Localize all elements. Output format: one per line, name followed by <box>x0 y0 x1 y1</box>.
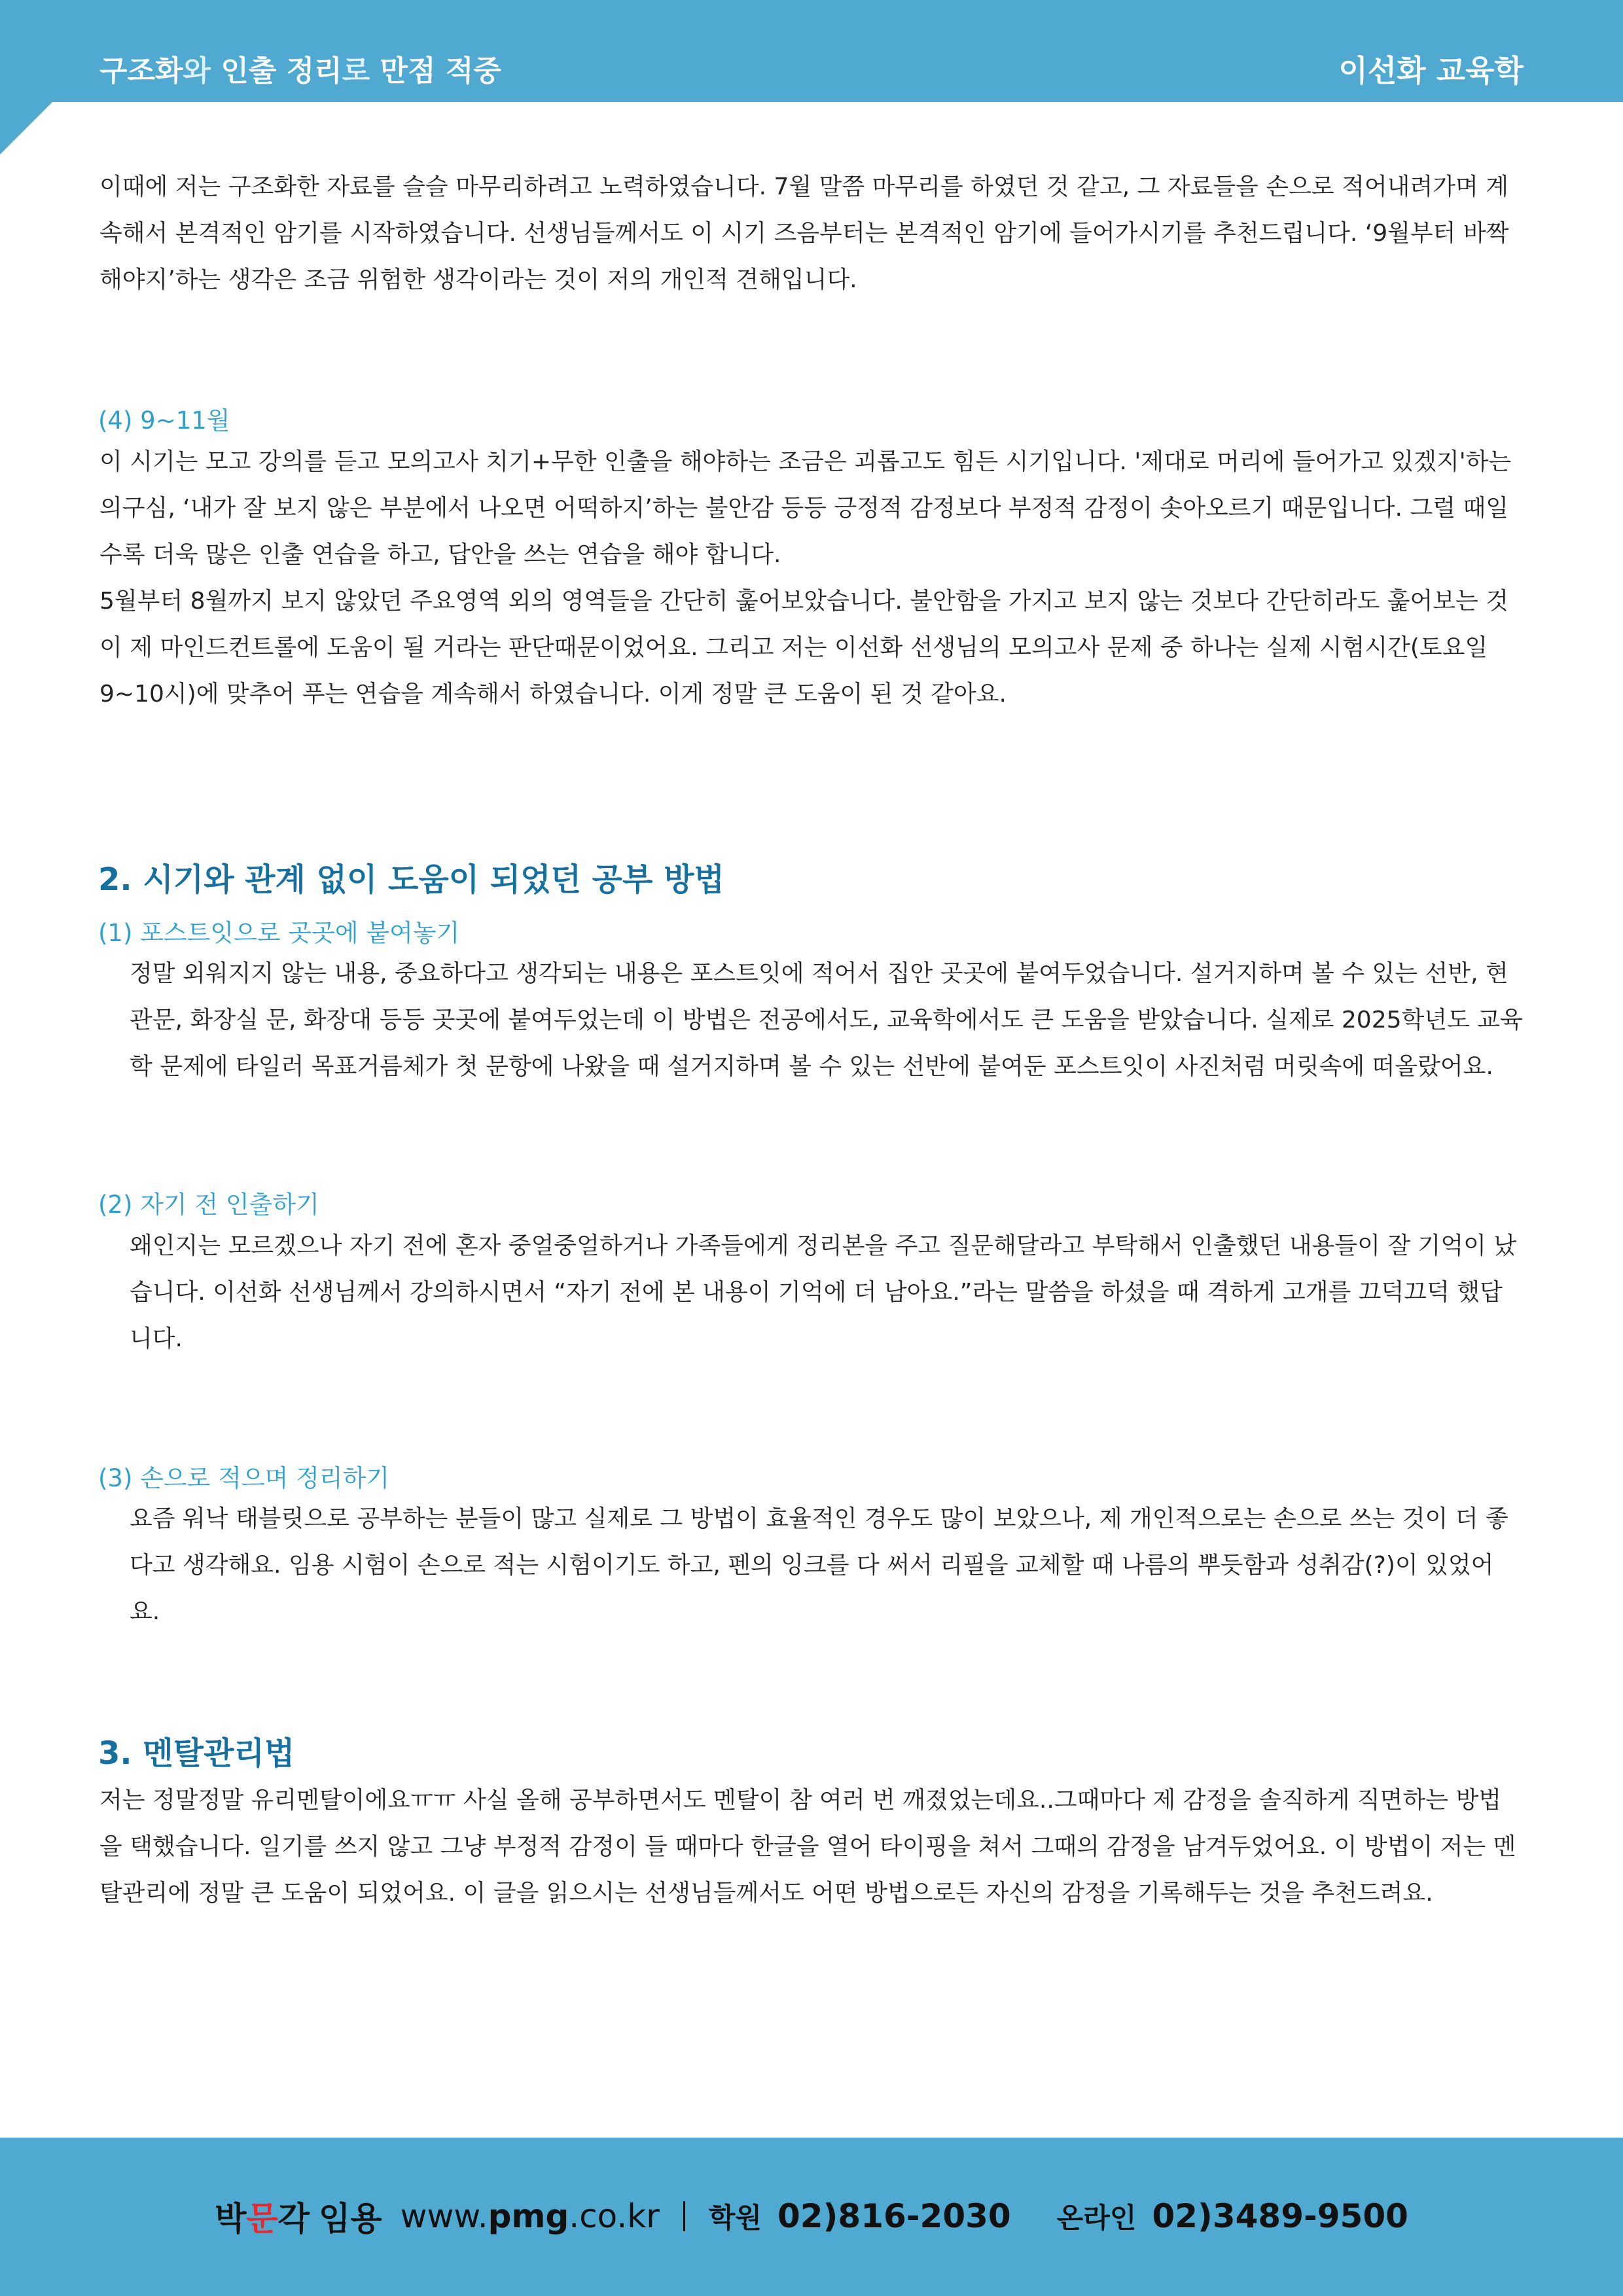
logo-char: 각 <box>277 2200 310 2238</box>
section2-item2-text: 왜인지는 모르겠으나 자기 전에 혼자 중얼중얼하거나 가족들에게 정리본을 주고 질문해달라고 부탁해서 인출했던 내용들이 잘 기억이 났습니다. 이선화 선생님께서 강의하시면서 “자기 전에 본 내용이 기억에 더 남아요.”라는 말씀을 하셨을 때 격하게 고개를 끄덕끄덕 했답니다. <box>130 1232 1517 1352</box>
section3-text: 저는 정말정말 유리멘탈이에요ㅠㅠ 사실 올해 공부하면서도 멘탈이 참 여러 번 깨졌었는데요..그때마다 제 감정을 솔직하게 직면하는 방법을 택했습니다. 일기를 쓰지 않고 그냥 부정적 감정이 들 때마다 한글을 열어 타이핑을 쳐서 그때의 감정을 남겨두었어요. 이 방법이 저는 멘탈관리에 정말 큰 도움이 되었어요. 이 글을 읽으시는 선생님들께서도 어떤 방법으로든 자신의 감정을 기록해두는 것을 추천드려요. <box>99 1787 1516 1907</box>
header-title <box>99 47 501 89</box>
header-title-part: 인출 정리 <box>221 54 342 88</box>
pmg-logo <box>215 2193 382 2240</box>
section2-item2-title: (2) 자기 전 인출하기 <box>98 1191 319 1219</box>
header-title-part: 와 <box>183 54 221 88</box>
page-footer <box>0 2138 1623 2296</box>
header-title-part: 만점 적중 <box>380 54 501 88</box>
online-phone: 02)3489-9500 <box>1152 2197 1408 2235</box>
section2-item1-text: 정말 외워지지 않는 내용, 중요하다고 생각되는 내용은 포스트잇에 적어서 집안 곳곳에 붙여두었습니다. 설거지하며 볼 수 있는 선반, 현관문, 화장실 문, 화장대 등등 곳곳에 붙여두었는데 이 방법은 전공에서도, 교육학에서도 큰 도움을 받았습니다. 실제로 2025학년도 교육학 문제에 타일러 목표거름체가 첫 문항에 나왔을 때 설거지하며 볼 수 있는 선반에 붙여둔 포스트잇이 사진처럼 머릿속에 떠올랐어요. <box>130 960 1523 1080</box>
section2-item1-title: (1) 포스트잇으로 곳곳에 붙여놓기 <box>98 919 460 947</box>
academy-label: 학원 <box>708 2202 762 2234</box>
logo-char-red: 문 <box>246 2200 278 2238</box>
footer-contact-bar <box>0 2190 1623 2242</box>
academy-phone: 02)816-2030 <box>777 2197 1011 2235</box>
url-suffix: .co.kr <box>569 2197 660 2235</box>
footer-divider <box>683 2201 685 2231</box>
section2-item3-text: 요즘 워낙 태블릿으로 공부하는 분들이 많고 실제로 그 방법이 효율적인 경우도 많이 보았으나, 제 개인적으로는 손으로 쓰는 것이 더 좋다고 생각해요. 임용 시험이 손으로 적는 시험이기도 하고, 펜의 잉크를 다 써서 리필을 교체할 때 나름의 뿌듯함과 성취감(?)이 있었어요. <box>130 1505 1508 1625</box>
section2-item3-title: (3) 손으로 적으며 정리하기 <box>98 1464 390 1492</box>
section2-title: 2. 시기와 관계 없이 도움이 되었던 공부 방법 <box>98 861 724 898</box>
url-prefix: www. <box>400 2197 488 2235</box>
intro-paragraph: 이때에 저는 구조화한 자료를 슬슬 마무리하려고 노력하였습니다. 7월 말쯤 마무리를 하였던 것 같고, 그 자료들을 손으로 적어내려가며 계속해서 본격적인 암기를 시작하였습니다. 선생님들께서도 이 시기 즈음부터는 본격적인 암기에 들어가시기를 추천드립니다. ‘9월부터 바짝 해야지’하는 생각은 조금 위험한 생각이라는 것이 저의 개인적 견해입니다. <box>99 173 1509 293</box>
header-course-title: 이선화 교육학 <box>1338 53 1524 88</box>
logo-char: 박 <box>215 2200 247 2238</box>
header-title-part: 로 <box>342 54 380 88</box>
period4-paragraph-2: 5월부터 8월까지 보지 않았던 주요영역 외의 영역들을 간단히 훑어보았습니다. 불안함을 가지고 보지 않는 것보다 간단히라도 훑어보는 것이 제 마인드컨트롤에 도움이 될 거라는 판단때문이었어요. 그리고 저는 이선화 선생님의 모의고사 문제 중 하나는 실제 시험시간(토요일 9~10시)에 맞추어 푸는 연습을 계속해서 하였습니다. 이게 정말 큰 도움이 된 것 같아요. <box>99 588 1509 708</box>
page-header <box>0 0 1623 102</box>
period4-title: (4) 9~11월 <box>98 406 230 435</box>
header-fold-corner <box>0 102 52 154</box>
url-brand: pmg <box>488 2197 569 2235</box>
online-label: 온라인 <box>1056 2202 1137 2234</box>
logo-suffix: 임용 <box>319 2200 382 2238</box>
section3-title: 3. 멘탈관리법 <box>98 1735 295 1772</box>
header-title-part: 구조화 <box>99 54 183 88</box>
period4-paragraph-1: 이 시기는 모고 강의를 듣고 모의고사 치기+무한 인출을 해야하는 조금은 괴롭고도 힘든 시기입니다. '제대로 머리에 들어가고 있겠지'하는 의구심, ‘내가 잘 보지 않은 부분에서 나오면 어떡하지’하는 불안감 등등 긍정적 감정보다 부정적 감정이 솟아오르기 때문입니다. 그럴 때일수록 더욱 많은 인출 연습을 하고, 답안을 쓰는 연습을 해야 합니다. <box>99 448 1512 568</box>
website-link[interactable] <box>401 2197 660 2235</box>
